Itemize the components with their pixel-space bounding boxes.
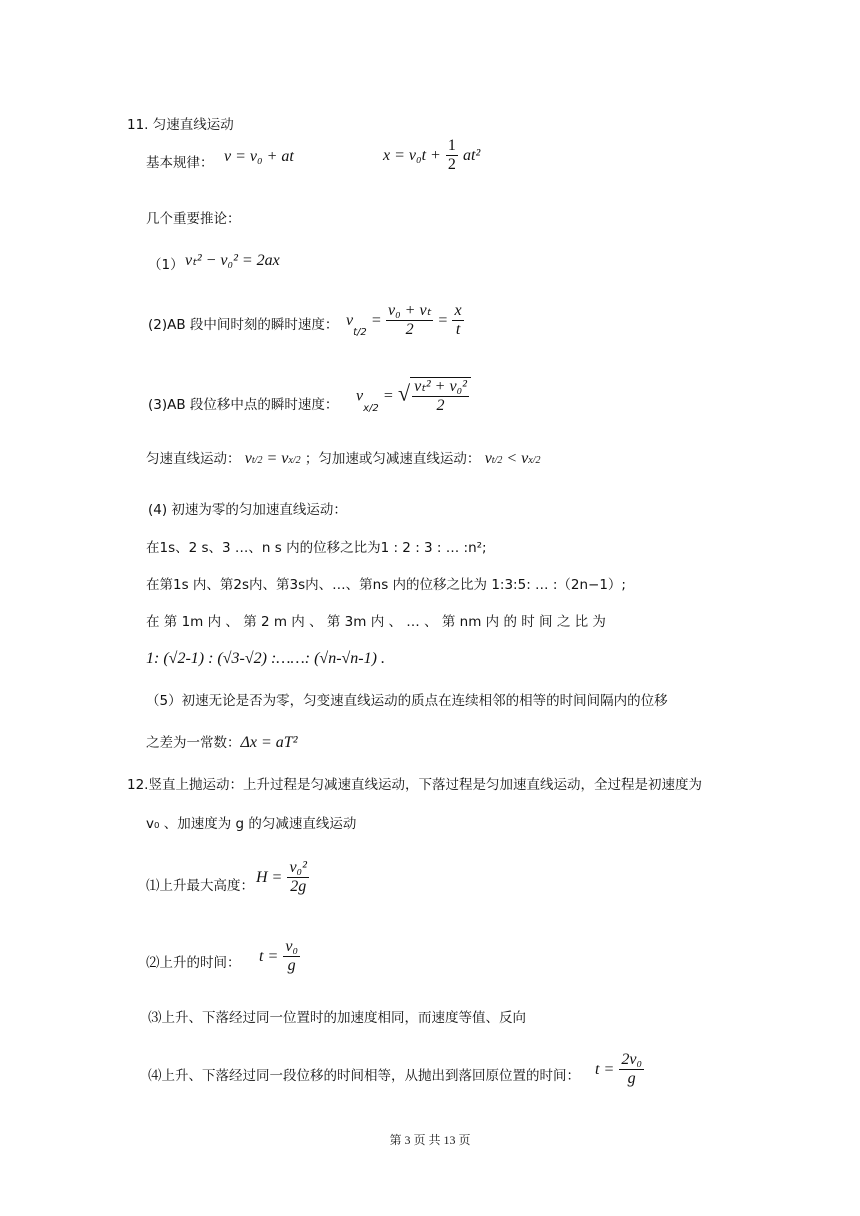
point-1-formula: [256, 859, 309, 896]
inference-4-line-2: 在第1s 内、第2s内、第3s内、…、第ns 内的位移之比为 1:3:5: … :（2n−1）;: [146, 577, 626, 593]
inference-2-formula: $v_{t/2}$ = $\frac{\text{v₀ + vₜ}}{2}$ = $\frac{x}{t}$: [346, 302, 462, 338]
inference-3-label: (3)AB 段位移中点的瞬时速度：: [148, 397, 339, 413]
inference-4-line-3: 在 第 1m 内 、 第 2 m 内 、 第 3m 内 、 … 、 第 nm 内 的 时 间 之 比 为: [146, 614, 606, 630]
displacement-frac-num: 1: [447, 137, 456, 154]
section-12-line-1: 12.竖直上抛运动：上升过程是匀减速直线运动，下落过程是匀加速直线运动，全过程是初速度为: [127, 777, 702, 793]
point-2-lhs: t =: [259, 948, 279, 965]
inference-3-formula: $v_{x/2}$ = √ $\frac{\text{vₜ² + v₀²}}{2}$: [356, 377, 471, 415]
velocity-formula: v = v₀ + at: [224, 148, 294, 165]
displacement-frac-den: 2: [447, 156, 456, 173]
inference-5-line-1: （5）初速无论是否为零，匀变速直线运动的质点在连续相邻的相等的时间间隔内的位移: [146, 693, 668, 709]
point-4-lhs: t =: [595, 1061, 615, 1078]
point-4-den: g: [627, 1070, 636, 1087]
inference-2-num: v₀ + vₜ: [387, 302, 432, 319]
point-1-lhs: H =: [256, 869, 283, 886]
point-2-den: g: [287, 957, 296, 974]
point-4-label: ⑷上升、下落经过同一段位移的时间相等，从抛出到落回原位置的时间：: [148, 1068, 580, 1084]
inference-2-num2: x: [454, 302, 462, 319]
comparison-label-uniform: 匀速直线运动：: [146, 451, 241, 467]
inference-2-den2: t: [455, 321, 461, 338]
point-1-den: 2g: [290, 878, 307, 895]
section-12-line-2: v₀ 、加速度为 g 的匀减速直线运动: [146, 816, 357, 832]
comparison-line: 匀速直线运动： vt/2 = vx/2 ；匀加速或匀减速直线运动： vt/2 < vx/2: [146, 450, 541, 467]
inference-1-label: （1）: [148, 257, 184, 273]
inferences-heading: 几个重要推论：: [146, 211, 241, 227]
displacement-formula-right: at²: [463, 147, 481, 164]
point-3: ⑶上升、下落经过同一位置时的加速度相同，而速度等值、反向: [148, 1010, 526, 1026]
inference-2-den: 2: [405, 321, 414, 338]
inference-3-den: 2: [436, 397, 445, 414]
inference-1-formula: vₜ² − v₀² = 2ax: [185, 252, 280, 269]
inference-5-formula: Δx = aT²: [240, 734, 298, 751]
point-4-formula: [595, 1051, 644, 1088]
inference-4-line-1: 在1s、2 s、3 …、n s 内的位移之比为1 : 2 : 3 : … :n²;: [146, 540, 487, 556]
comparison-label-accel: ；匀加速或匀减速直线运动：: [304, 451, 481, 467]
inference-5-line-2-text: 之差为一常数：: [146, 735, 241, 751]
section-11-title: 11. 匀速直线运动: [127, 117, 234, 133]
inference-4-label: (4) 初速为零的匀加速直线运动：: [148, 502, 347, 518]
displacement-formula: [383, 137, 480, 174]
point-1-num: v₀²: [289, 859, 307, 876]
inference-2-label: (2)AB 段中间时刻的瞬时速度：: [148, 317, 339, 333]
basic-law-label: 基本规律：: [146, 155, 214, 171]
inference-3-num: vₜ² + v₀²: [414, 378, 467, 395]
point-2-label: ⑵上升的时间：: [146, 955, 241, 971]
displacement-formula-left: x = v₀t +: [383, 147, 441, 164]
point-1-label: ⑴上升最大高度：: [146, 878, 254, 894]
inference-5-line-2: [146, 731, 297, 752]
inference-4-line-4: 1: (√2-1) : (√3-√2) :……: (√n-√n-1) .: [146, 650, 385, 667]
point-2-num: v₀: [285, 938, 299, 955]
point-4-num: 2v₀: [621, 1051, 643, 1068]
point-2-formula: [259, 938, 300, 975]
page-footer: 第 3 页 共 13 页: [389, 1133, 471, 1147]
